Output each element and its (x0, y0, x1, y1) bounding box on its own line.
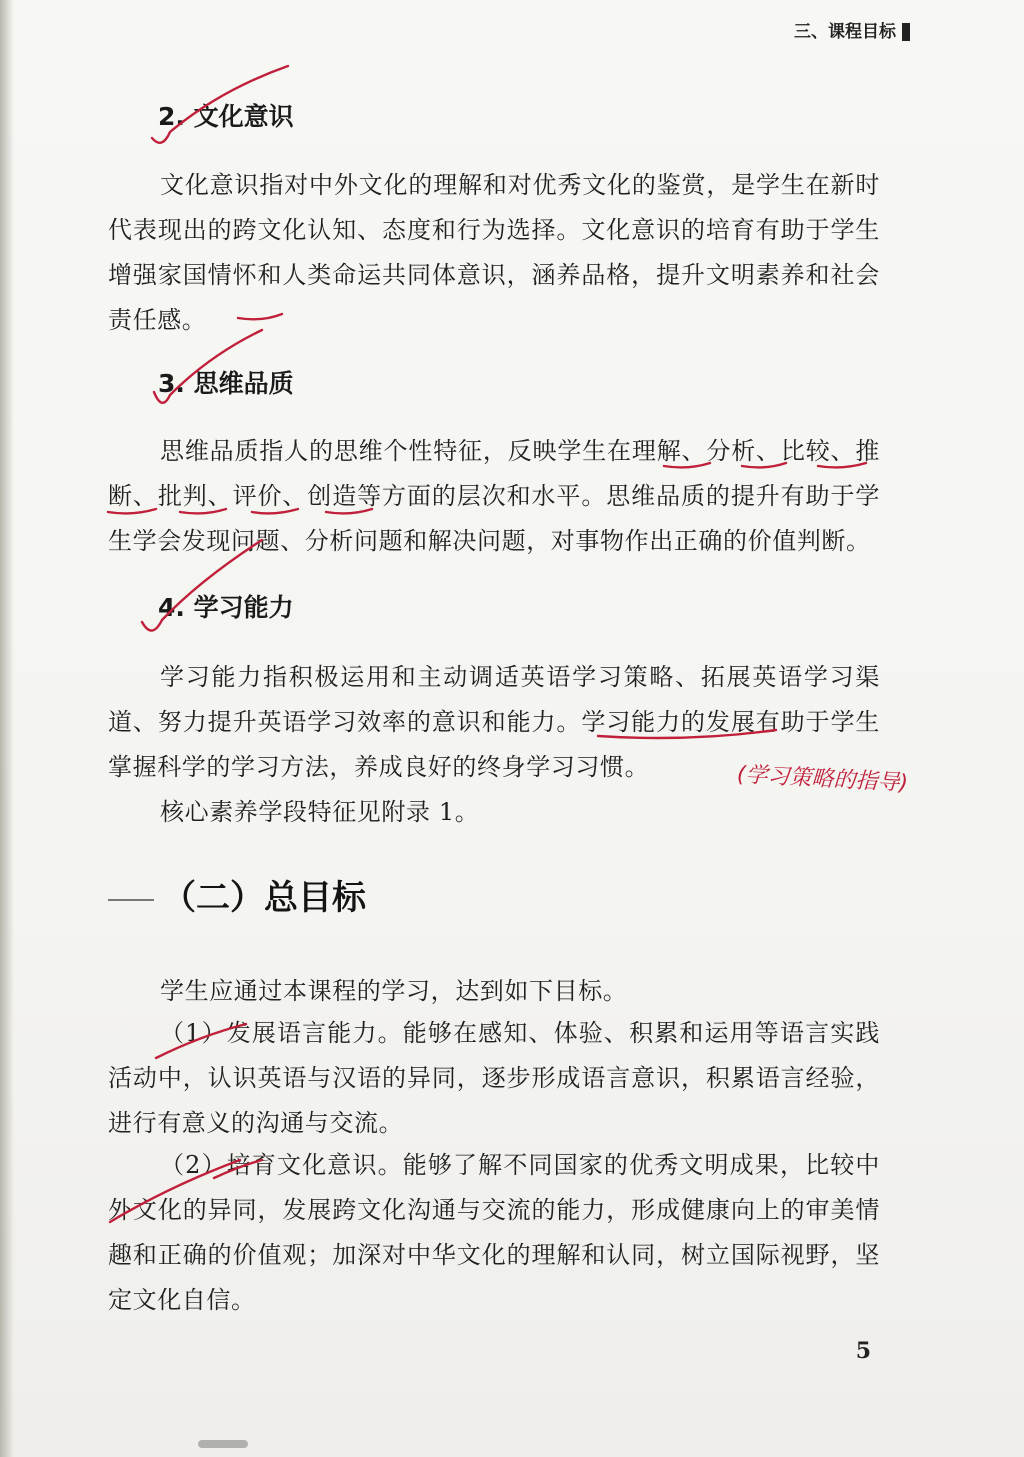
paragraph-goal-language: （1）发展语言能力。能够在感知、体验、积累和运用等语言实践活动中，认识英语与汉语的异同，逐步形成语言意识，积累语言经验，进行有意义的沟通与交流。 (108, 1019, 880, 1137)
running-head-text: 三、课程目标 (794, 22, 896, 42)
paragraph-appendix-note: 核心素养学段特征见附录 1。 (160, 798, 480, 826)
paragraph-thinking-quality: 思维品质指人的思维个性特征，反映学生在理解、分析、比较、推断、批判、评价、创造等方面的层次和水平。思维品质的提升有助于学生学会发现问题、分析问题和解决问题，对事物作出正确的价值判断。 (108, 437, 880, 555)
paragraph-goal-culture: （2）培育文化意识。能够了解不同国家的优秀文明成果，比较中外文化的异同，发展跨文化沟通与交流的能力，形成健康向上的审美情趣和正确的价值观；加深对中华文化的理解和认同，树立国际视野，坚定文化自信。 (108, 1151, 880, 1314)
page-spine-shadow (0, 0, 14, 1457)
section-title-overall-goals: （二）总目标 (162, 878, 366, 918)
scan-smudge (198, 1440, 248, 1448)
running-head-marker (902, 23, 910, 41)
paragraph-culture-awareness: 文化意识指对中外文化的理解和对优秀文化的鉴赏，是学生在新时代表现出的跨文化认知、态度和行为选择。文化意识的培育有助于学生增强家国情怀和人类命运共同体意识，涵养品格，提升文明素养和社会责任感。 (108, 171, 880, 334)
heading-culture-awareness: 2. 文化意识 (158, 102, 294, 131)
handwritten-note: (学习策略的指导) (736, 762, 909, 797)
heading-thinking-quality: 3. 思维品质 (158, 369, 294, 398)
running-head (700, 18, 910, 46)
section-rule (108, 899, 154, 901)
paragraph-learning-ability: 学习能力指积极运用和主动调适英语学习策略、拓展英语学习渠道、努力提升英语学习效率的意识和能力。学习能力的发展有助于学生掌握科学的学习方法，养成良好的终身学习习惯。 (108, 663, 880, 781)
page-number: 5 (855, 1338, 871, 1364)
heading-learning-ability: 4. 学习能力 (158, 593, 294, 622)
paragraph-goals-intro: 学生应通过本课程的学习，达到如下目标。 (160, 977, 628, 1005)
